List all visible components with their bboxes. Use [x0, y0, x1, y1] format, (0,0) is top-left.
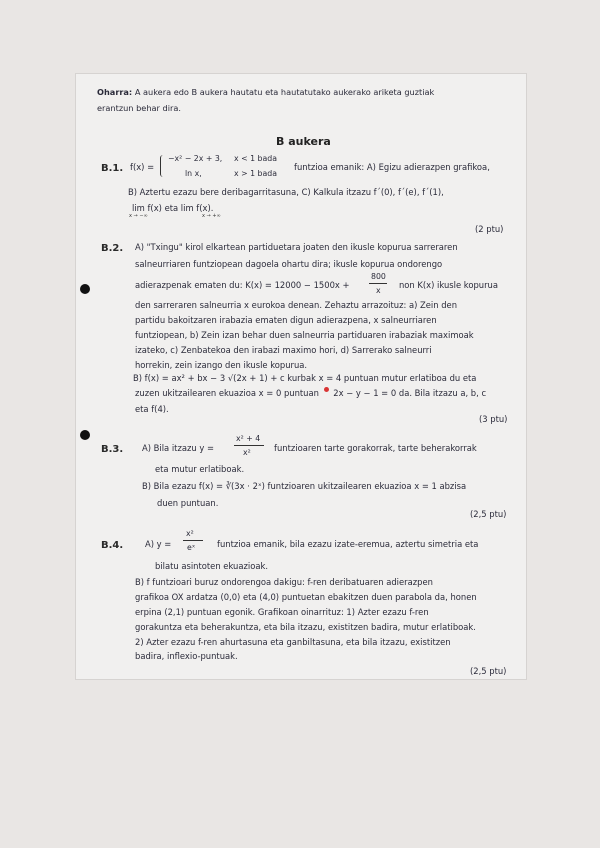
section-title: B aukera [276, 135, 331, 148]
b4-points: (2,5 ptu) [470, 666, 507, 676]
b2-a-line-5: partidu bakoitzaren irabazia ematen digun adierazpena, x salneurriaren [135, 315, 437, 325]
b1-piece1-expr: −x² − 2x + 3, [168, 154, 223, 163]
b2-points: (3 ptu) [479, 414, 508, 424]
b1-lim-sub-2: x → +∞ [202, 213, 221, 219]
b3-a-post: funtzioaren tarte gorakorrak, tarte beherakorrak [274, 443, 477, 453]
b4-a-pre: A) y = [145, 539, 172, 549]
b3-a-pre: A) Bila itzazu y = [142, 443, 214, 453]
red-ink-dot [324, 387, 329, 392]
b1-intro [294, 163, 490, 171]
b3-a-line-2: eta mutur erlatiboak. [155, 464, 245, 474]
b2-a-line-2: salneurriaren funtziopean dagoela ohartu dira; ikusle kopurua ondorengo [135, 259, 443, 269]
b2-tangent-equation: 2x − y − 1 = 0 [333, 388, 397, 398]
b1-piece1-cond: x < 1 bada [234, 154, 277, 163]
note-line-1 [97, 88, 434, 96]
b1-limits: lim f(x) eta lim f(x). [132, 203, 214, 213]
exercise-b3-label: B.3. [101, 444, 124, 455]
b2-b-line-3: eta f(4). [135, 404, 169, 414]
b2-a-line-8: horrekin, zein izango den ikusle kopurua. [135, 360, 308, 370]
b4-b-line-6: badira, inflexio-puntuak. [135, 651, 238, 661]
b1-part-a: A) Egizu adierazpen grafikoa, [366, 162, 490, 172]
punch-hole-top [80, 284, 90, 294]
b4-b-line-1: B) f funtzioari buruz ondorengoa dakigu: f-ren deribatuaren adierazpen [135, 577, 433, 587]
b4-a-line-2: bilatu asintoten ekuazioak. [155, 561, 268, 571]
b1-piece2-expr: ln x, [185, 169, 202, 178]
note-text-2: erantzun behar dira. [97, 103, 181, 113]
b4-frac-den: eˣ [187, 543, 196, 552]
b1-intro-text: funtzioa emanik: [294, 162, 365, 172]
b2-b-line-2 [135, 389, 486, 397]
b3-b-line-2: duen puntuan. [157, 498, 219, 508]
exercise-b1-label: B.1. [101, 163, 124, 174]
b1-part-b: B) Aztertu ezazu bere deribagarritasuna, C) Kalkula itzazu f´(0), f´(e), f´(1), [128, 187, 444, 197]
b2-b-line-2-pre: zuzen ukitzailearen ekuazioa x = 0 puntuan [135, 388, 319, 398]
exercise-b2-label: B.2. [101, 243, 124, 254]
b2-b-line-2-post: da. Bila itzazu a, b, c [398, 388, 487, 398]
b2-a-line-4: den sarreraren salneurria x eurokoa denean. Zehaztu arrazoituz: a) Zein den [135, 300, 458, 310]
b2-frac-num: 800 [371, 272, 386, 281]
b2-a-line-7: izateko, c) Zenbatekoa den irabazi maximo hori, d) Sarrerako salneurri [135, 345, 432, 355]
exercise-b4-label: B.4. [101, 540, 124, 551]
b4-b-line-5: 2) Azter ezazu f-ren ahurtasuna eta ganbiltasuna, eta bila itzazu, existitzen [135, 637, 451, 647]
b1-points: (2 ptu) [475, 224, 504, 234]
b4-b-line-3: erpina (2,1) puntuan egonik. Grafikoan oinarrituz: 1) Azter ezazu f-ren [135, 607, 429, 617]
b2-a-line-3: adierazpenak ematen du: K(x) = 12000 − 1500x + [135, 280, 350, 290]
b2-a-line-1: A) "Txingu" kirol elkartean partiduetara joaten den ikusle kopurua sarreraren [135, 242, 458, 252]
b3-frac-num: x² + 4 [236, 434, 261, 443]
b4-b-line-4: gorakuntza eta beherakuntza, eta bila itzazu, existitzen badira, mutur erlatiboak. [135, 622, 476, 632]
punch-hole-bottom [80, 430, 90, 440]
note-label: Oharra: [97, 87, 133, 97]
b1-lim-sub-1: x → −∞ [129, 213, 148, 219]
b2-frac-den: x [376, 286, 381, 295]
b2-a-line-3-post: non K(x) ikusle kopurua [399, 280, 498, 290]
b4-frac-num: x² [186, 529, 194, 538]
note-text-1: A aukera edo B aukera hautatu eta hautatutako aukerako ariketa guztiak [134, 87, 435, 97]
b4-b-line-2: grafikoa OX ardatza (0,0) eta (4,0) puntuetan ebakitzen duen parabola da, honen [135, 592, 477, 602]
b1-piecewise-brace [160, 155, 167, 177]
b2-a-line-6: funtziopean, b) Zein izan behar duen salneurria partiduaren irabaziak maximoak [135, 330, 474, 340]
b4-frac-line [183, 540, 203, 541]
b1-function-prefix: f(x) = [130, 162, 155, 172]
b3-points: (2,5 ptu) [470, 509, 507, 519]
b2-frac-line [369, 283, 387, 284]
b2-b-line-1: B) f(x) = ax² + bx − 3 √(2x + 1) + c kurbak x = 4 puntuan mutur erlatiboa du eta [133, 373, 477, 383]
b3-frac-line [234, 445, 264, 446]
b3-frac-den: x² [243, 448, 251, 457]
b1-piece2-cond: x > 1 bada [234, 169, 277, 178]
b4-a-post: funtzioa emanik, bila ezazu izate-eremua, aztertu simetria eta [217, 539, 479, 549]
b3-b-line-1: B) Bila ezazu f(x) = ∛(3x · 2ˣ) funtzioaren ukitzailearen ekuazioa x = 1 abzisa [142, 481, 467, 491]
